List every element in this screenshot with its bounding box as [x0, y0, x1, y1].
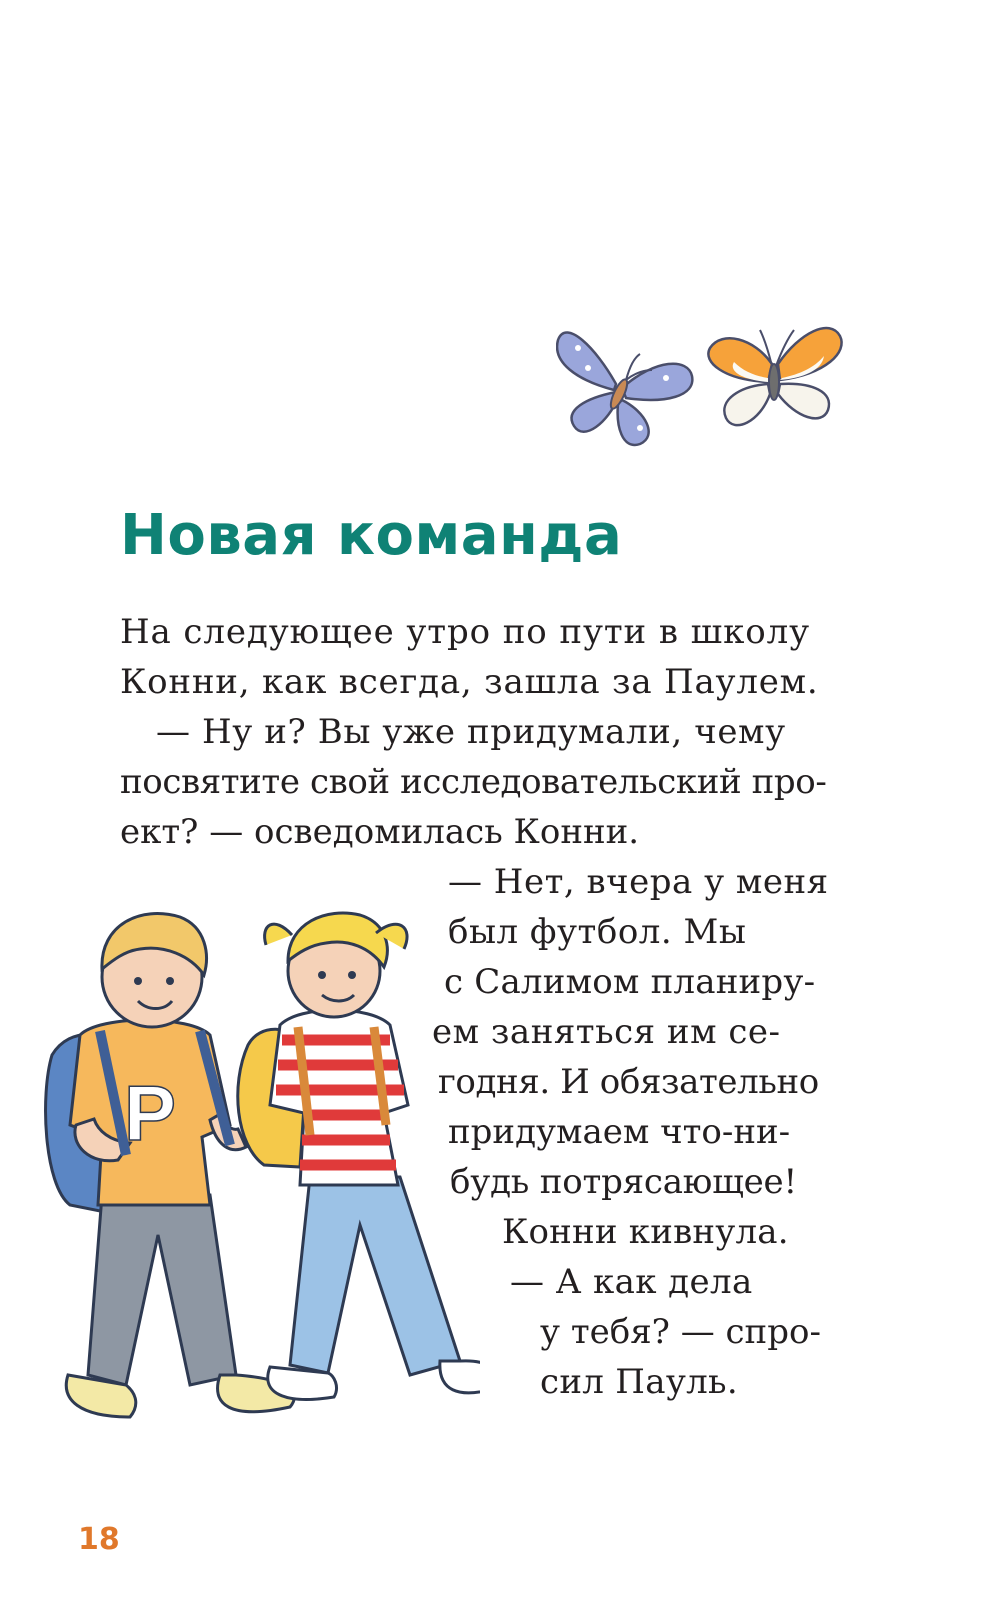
blue-butterfly-icon	[557, 333, 692, 445]
text-line: придумаем что-ни-	[448, 1112, 791, 1152]
text-line: будь потрясающее!	[450, 1162, 797, 1202]
butterflies-illustration	[556, 318, 846, 458]
boy-with-backpack-icon	[46, 914, 295, 1417]
orange-tip-butterfly-icon	[708, 328, 841, 425]
text-line: — Ну и? Вы уже придумали, чему	[156, 712, 786, 752]
text-line: Конни кивнула.	[502, 1212, 789, 1252]
svg-text:P: P	[123, 1069, 177, 1157]
children-illustration	[40, 905, 480, 1480]
text-line: На следующее утро по пути в школу	[120, 612, 811, 652]
text-line: — А как дела	[510, 1262, 753, 1302]
girl-with-backpack-icon	[238, 913, 480, 1399]
chapter-title: Новая команда	[120, 503, 623, 568]
text-line: ем заняться им се-	[432, 1012, 781, 1052]
text-line: был футбол. Мы	[448, 912, 747, 952]
text-line: у тебя? — спро-	[540, 1312, 821, 1352]
text-line: сил Пауль.	[540, 1362, 738, 1402]
text-line: Конни, как всегда, зашла за Паулем.	[120, 662, 819, 702]
text-line: — Нет, вчера у меня	[448, 862, 829, 902]
text-line: с Салимом планиру-	[444, 962, 816, 1002]
page-number: 18	[78, 1522, 120, 1557]
text-line: годня. И обязательно	[438, 1062, 819, 1102]
text-line: посвятите свой исследовательский про-	[120, 762, 827, 802]
text-line: ект? — осведомилась Конни.	[120, 812, 640, 852]
